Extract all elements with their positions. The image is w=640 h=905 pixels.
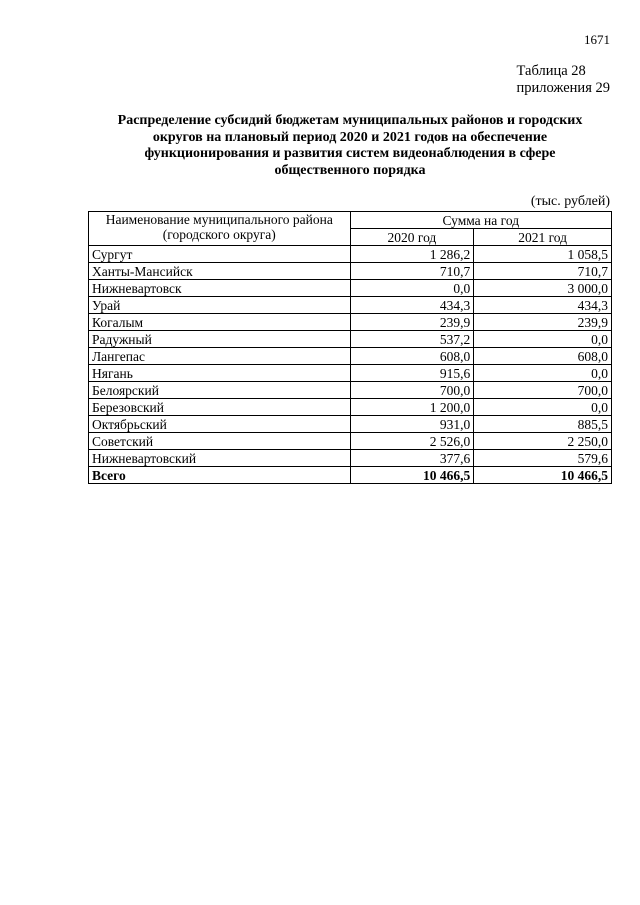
amount-2020: 1 200,0 <box>350 399 474 416</box>
table-row <box>89 450 612 467</box>
amount-2021: 700,0 <box>474 382 612 399</box>
amount-2021: 3 000,0 <box>474 280 612 297</box>
municipality-name: Ханты-Мансийск <box>89 263 351 280</box>
table-row <box>89 416 612 433</box>
table-number: Таблица 28 <box>516 63 586 79</box>
municipality-name: Урай <box>89 297 351 314</box>
amount-2020: 0,0 <box>350 280 474 297</box>
title-line-1: Распределение субсидий бюджетам муниципальных районов и городских <box>117 113 583 128</box>
municipality-name: Березовский <box>89 399 351 416</box>
table-row <box>89 314 612 331</box>
amount-2021: 608,0 <box>474 348 612 365</box>
table-total-row <box>89 467 612 484</box>
table-reference <box>517 63 610 97</box>
table-row <box>89 297 612 314</box>
amount-2020: 2 526,0 <box>350 433 474 450</box>
total-label: Всего <box>89 467 351 484</box>
title-line-4: общественного порядка <box>274 162 426 178</box>
appendix-number: приложения 29 <box>516 80 610 96</box>
amount-2021: 1 058,5 <box>474 246 612 263</box>
municipality-name: Советский <box>89 433 351 450</box>
amount-2020: 239,9 <box>350 314 474 331</box>
header-municipality-line-2: (городского округа) <box>162 227 276 242</box>
amount-2021: 239,9 <box>474 314 612 331</box>
title-line-2: округов на плановый период 2020 и 2021 годов на обеспечение <box>152 129 548 145</box>
amount-2021: 434,3 <box>474 297 612 314</box>
header-sum-per-year: Сумма на год <box>350 212 611 229</box>
table-row <box>89 331 612 348</box>
municipality-name: Нижневартовск <box>89 280 351 297</box>
municipality-name: Лангепас <box>89 348 351 365</box>
amount-2020: 700,0 <box>350 382 474 399</box>
amount-2021: 0,0 <box>474 331 612 348</box>
header-municipality-line-1: Наименование муниципального района <box>105 212 333 227</box>
amount-2021: 710,7 <box>474 263 612 280</box>
amount-2021: 885,5 <box>474 416 612 433</box>
amount-2021: 2 250,0 <box>474 433 612 450</box>
total-2021: 10 466,5 <box>474 467 612 484</box>
table-row <box>89 382 612 399</box>
amount-2021: 0,0 <box>474 365 612 382</box>
municipality-name: Октябрьский <box>89 416 351 433</box>
title-line-3: функционирования и развития систем видеонаблюдения в сфере <box>144 146 556 161</box>
page-number: 1671 <box>584 32 610 47</box>
amount-2020: 377,6 <box>350 450 474 467</box>
amount-2020: 1 286,2 <box>350 246 474 263</box>
table-row <box>89 263 612 280</box>
amount-2020: 608,0 <box>350 348 474 365</box>
header-municipality <box>89 212 351 246</box>
municipality-name: Нижневартовский <box>89 450 351 467</box>
units-note: (тыс. рублей) <box>530 194 610 209</box>
table-header-row <box>89 212 612 229</box>
amount-2020: 915,6 <box>350 365 474 382</box>
municipality-name: Нягань <box>89 365 351 382</box>
municipality-name: Белоярский <box>89 382 351 399</box>
municipality-name: Когалым <box>89 314 351 331</box>
municipality-name: Сургут <box>89 246 351 263</box>
subsidy-table <box>88 211 612 484</box>
table-row <box>89 433 612 450</box>
amount-2020: 710,7 <box>350 263 474 280</box>
total-2020: 10 466,5 <box>350 467 474 484</box>
amount-2020: 434,3 <box>350 297 474 314</box>
document-title <box>88 113 612 179</box>
table-row <box>89 399 612 416</box>
amount-2021: 579,6 <box>474 450 612 467</box>
table-row <box>89 246 612 263</box>
amount-2020: 931,0 <box>350 416 474 433</box>
amount-2020: 537,2 <box>350 331 474 348</box>
table-row <box>89 365 612 382</box>
header-year-2021: 2021 год <box>474 229 612 246</box>
header-year-2020: 2020 год <box>350 229 474 246</box>
table-row <box>89 280 612 297</box>
amount-2021: 0,0 <box>474 399 612 416</box>
municipality-name: Радужный <box>89 331 351 348</box>
table-row <box>89 348 612 365</box>
